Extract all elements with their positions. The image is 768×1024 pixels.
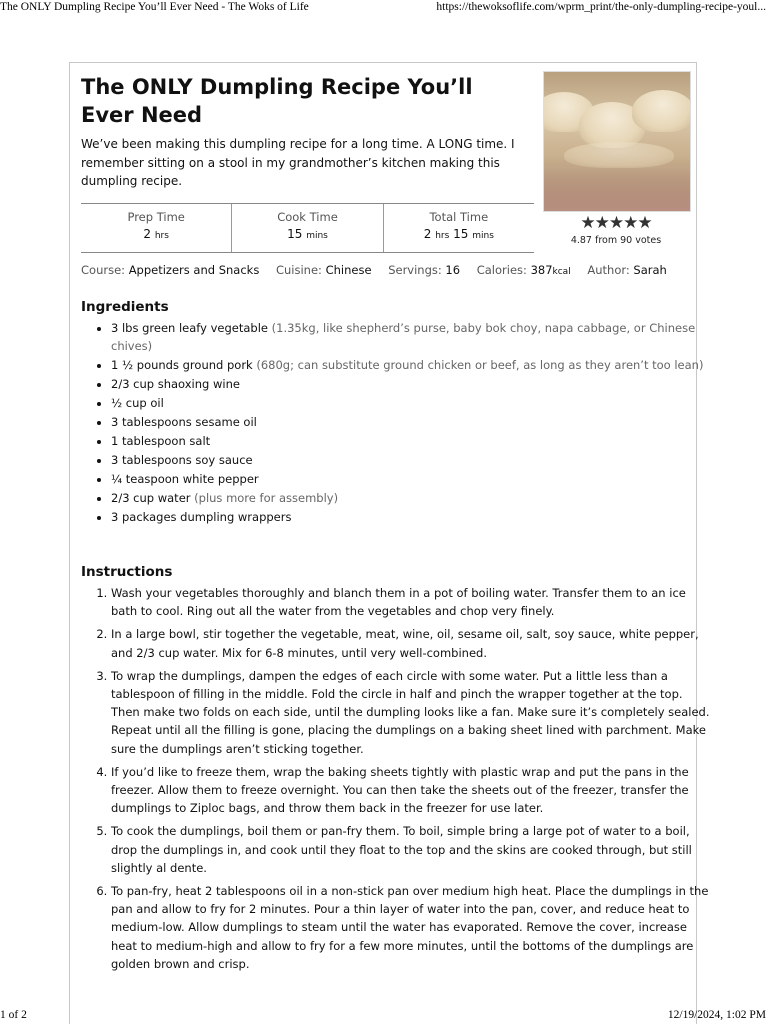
instruction-step: 2. In a large bowl, stir together the vegetable, meat, wine, oil, sesame oil, salt, soy sauce, white pepper, and 2/3 cup water. Mix for 6-8 minutes, until very well-combined.	[111, 625, 711, 661]
print-footer-page: 1 of 2	[0, 1009, 27, 1021]
total-time	[383, 204, 534, 252]
prep-time-value: 2 hrs	[143, 227, 169, 241]
cook-time	[231, 204, 382, 252]
ingredient-item: • ¼ teaspoon white pepper	[111, 470, 711, 488]
ingredient-item: • 3 lbs green leafy vegetable (1.35kg, like shepherd’s purse, baby bok choy, napa cabbage, or Chinese chives)	[111, 319, 711, 355]
instruction-step: 5. To cook the dumplings, boil them or pan-fry them. To boil, simple bring a large pot of water to a boil, drop the dumplings in, and cook until they float to the top and the skins are cooked through, but still slightly al dente.	[111, 822, 711, 877]
ingredient-item: • 3 tablespoons sesame oil	[111, 413, 711, 431]
meta-servings: Servings: 16	[388, 263, 461, 277]
instruction-step: 4. If you’d like to freeze them, wrap the baking sheets tightly with plastic wrap and put the pans in the freezer. Allow them to freeze overnight. You can then take the sheets out of the freezer, transfer the dumplings to Ziploc bags, and throw them back in the freezer for use later.	[111, 763, 711, 818]
ingredient-item: • 2/3 cup water (plus more for assembly)	[111, 489, 711, 507]
print-footer	[0, 1006, 768, 1024]
instructions-heading: Instructions	[81, 564, 173, 580]
meta-cuisine: Cuisine: Chinese	[275, 263, 372, 277]
instructions-list	[81, 584, 711, 978]
ingredient-item: • 2/3 cup shaoxing wine	[111, 375, 711, 393]
recipe-title: The ONLY Dumpling Recipe You’ll Ever Need	[81, 75, 473, 127]
meta-course: Course: Appetizers and Snacks	[81, 263, 260, 277]
cook-time-value: 15 mins	[287, 227, 328, 241]
recipe-photo	[543, 71, 691, 212]
recipe-summary: We’ve been making this dumpling recipe for a long time. A LONG time. I remember sitting on a stool in my grandmother’s kitchen making this dumpling recipe.	[81, 137, 515, 188]
print-header	[0, 0, 768, 18]
ingredients-list	[81, 319, 711, 527]
ingredients-heading: Ingredients	[81, 299, 169, 315]
instruction-step: 3. To wrap the dumplings, dampen the edges of each circle with some water. Put a little less than a tablespoon of filling in the middle. Fold the circle in half and pinch the wrapper together at the top. Then make two folds on each side, until the dumpling looks like a fan. Make sure it’s completely sealed. Repeat until all the filling is gone, placing the dumplings on a baking sheet lined with parchment. Make sure the dumplings aren’t sticking together.	[111, 667, 711, 758]
recipe-times	[81, 203, 534, 253]
instruction-step: 6. To pan-fry, heat 2 tablespoons oil in a non-stick pan over medium high heat. Place the dumplings in the pan and allow to fry for 2 minutes. Pour a thin layer of water into the pan, cover, and reduce heat to medium-low. Allow dumplings to steam until the water has evaporated. Remove the cover, increase heat to medium-high and allow to fry for a few more minutes, until the bottoms of the dumplings are golden brown and crisp.	[111, 882, 711, 973]
recipe-meta	[81, 263, 681, 277]
ingredient-item: • ½ cup oil	[111, 394, 711, 412]
prep-time-label: Prep Time	[127, 210, 185, 224]
ingredient-item: • 3 packages dumpling wrappers	[111, 508, 711, 526]
prep-time	[81, 204, 231, 252]
print-header-title: The ONLY Dumpling Recipe You’ll Ever Need - The Woks of Life	[0, 1, 309, 13]
instruction-step: 1. Wash your vegetables thoroughly and blanch them in a pot of boiling water. Transfer them to an ice bath to cool. Ring out all the water from the vegetables and chop very finely.	[111, 584, 711, 620]
print-header-url: https://thewoksoflife.com/wprm_print/the-only-dumpling-recipe-youl...	[436, 1, 766, 13]
cook-time-label: Cook Time	[277, 210, 338, 224]
total-time-label: Total Time	[429, 210, 489, 224]
meta-author: Author: Sarah	[587, 263, 667, 277]
ingredient-item: • 3 tablespoons soy sauce	[111, 451, 711, 469]
print-footer-datetime: 12/19/2024, 1:02 PM	[667, 1009, 766, 1021]
meta-calories: Calories: 387kcal	[476, 263, 571, 277]
rating-stars-icon[interactable]: ★★★★★	[580, 213, 652, 233]
ingredient-item: • 1 ½ pounds ground pork (680g; can substitute ground chicken or beef, as long as they aren’t too lean)	[111, 356, 711, 374]
recipe-card	[69, 62, 710, 1024]
ingredient-item: • 1 tablespoon salt	[111, 432, 711, 450]
rating-text: 4.87 from 90 votes	[570, 235, 662, 246]
total-time-value: 2 hrs 15 mins	[423, 227, 494, 241]
